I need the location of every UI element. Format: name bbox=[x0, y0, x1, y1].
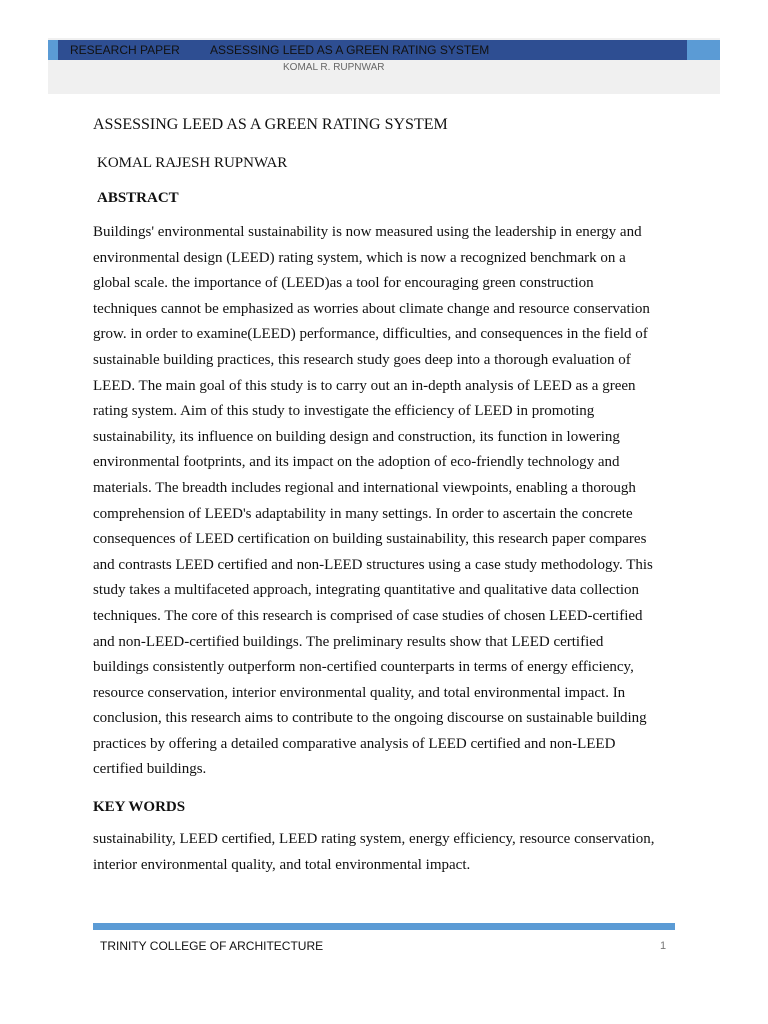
abstract-line: practices by offering a detailed comparative analysis of LEED certified and non-LEED bbox=[93, 735, 616, 752]
header-label: RESEARCH PAPER bbox=[70, 43, 180, 57]
paper-author: KOMAL RAJESH RUPNWAR bbox=[97, 155, 288, 171]
abstract-line: and non-LEED-certified buildings. The preliminary results show that LEED certified bbox=[93, 633, 604, 650]
footer-institution: TRINITY COLLEGE OF ARCHITECTURE bbox=[100, 939, 324, 953]
abstract-text bbox=[93, 220, 677, 783]
abstract-line: conclusion, this research aims to contribute to the ongoing discourse on sustainable building bbox=[93, 710, 647, 727]
abstract-line: environmental design (LEED) rating system, which is now a recognized benchmark on a bbox=[93, 249, 626, 266]
header-author: KOMAL R. RUPNWAR bbox=[283, 62, 385, 73]
abstract-line: grow. in order to examine(LEED) performance, difficulties, and consequences in the field of bbox=[93, 326, 648, 343]
abstract-line: global scale. the importance of (LEED)as a tool for encouraging green construction bbox=[93, 275, 594, 292]
abstract-line: LEED. The main goal of this study is to carry out an in-depth analysis of LEED as a green bbox=[93, 377, 636, 394]
abstract-line: techniques cannot be emphasized as worries about climate change and resource conservation bbox=[93, 300, 650, 317]
keywords-line: sustainability, LEED certified, LEED rating system, energy efficiency, resource conservation, bbox=[93, 831, 655, 848]
abstract-line: materials. The breadth includes regional and international viewpoints, enabling a thorough bbox=[93, 479, 636, 496]
abstract-line: and contrasts LEED certified and non-LEED structures using a case study methodology. This bbox=[93, 556, 653, 573]
abstract-line: consequences of LEED certification on building sustainability, this research paper compares bbox=[93, 531, 647, 548]
header-accent-left bbox=[48, 40, 58, 60]
header-title: ASSESSING LEED AS A GREEN RATING SYSTEM bbox=[210, 43, 490, 57]
abstract-line: certified buildings. bbox=[93, 761, 207, 778]
header-accent-right bbox=[687, 40, 720, 60]
abstract-line: sustainability, its influence on building design and construction, its function in lowering bbox=[93, 428, 620, 445]
abstract-line: techniques. The core of this research is comprised of case studies of chosen LEED-certified bbox=[93, 607, 643, 624]
abstract-line: study takes a multifaceted approach, integrating quantitative and qualitative data collection bbox=[93, 582, 640, 599]
paper-body bbox=[93, 114, 677, 878]
keywords-heading: KEY WORDS bbox=[93, 799, 186, 816]
abstract-line: comprehension of LEED's adaptability in many settings. In order to ascertain the concrete bbox=[93, 505, 633, 522]
abstract-line: environmental footprints, and its impact on the adoption of eco-friendly technology and bbox=[93, 454, 620, 471]
paper-title: ASSESSING LEED AS A GREEN RATING SYSTEM bbox=[93, 116, 448, 133]
abstract-line: buildings consistently outperform non-certified counterparts in terms of energy efficiency, bbox=[93, 659, 634, 676]
abstract-heading: ABSTRACT bbox=[97, 190, 179, 206]
keywords-line: interior environmental quality, and total environmental impact. bbox=[93, 856, 471, 873]
abstract-line: Buildings' environmental sustainability is now measured using the leadership in energy and bbox=[93, 224, 642, 240]
abstract-line: rating system. Aim of this study to investigate the efficiency of LEED in promoting bbox=[93, 403, 595, 420]
abstract-line: resource conservation, interior environmental quality, and total environmental impact. In bbox=[93, 684, 626, 701]
page-number: 1 bbox=[660, 940, 667, 952]
running-header bbox=[58, 40, 687, 60]
footer-rule bbox=[93, 923, 675, 930]
abstract-line: sustainable building practices, this research study goes deep into a thorough evaluation of bbox=[93, 351, 631, 368]
keywords-text bbox=[93, 827, 677, 878]
